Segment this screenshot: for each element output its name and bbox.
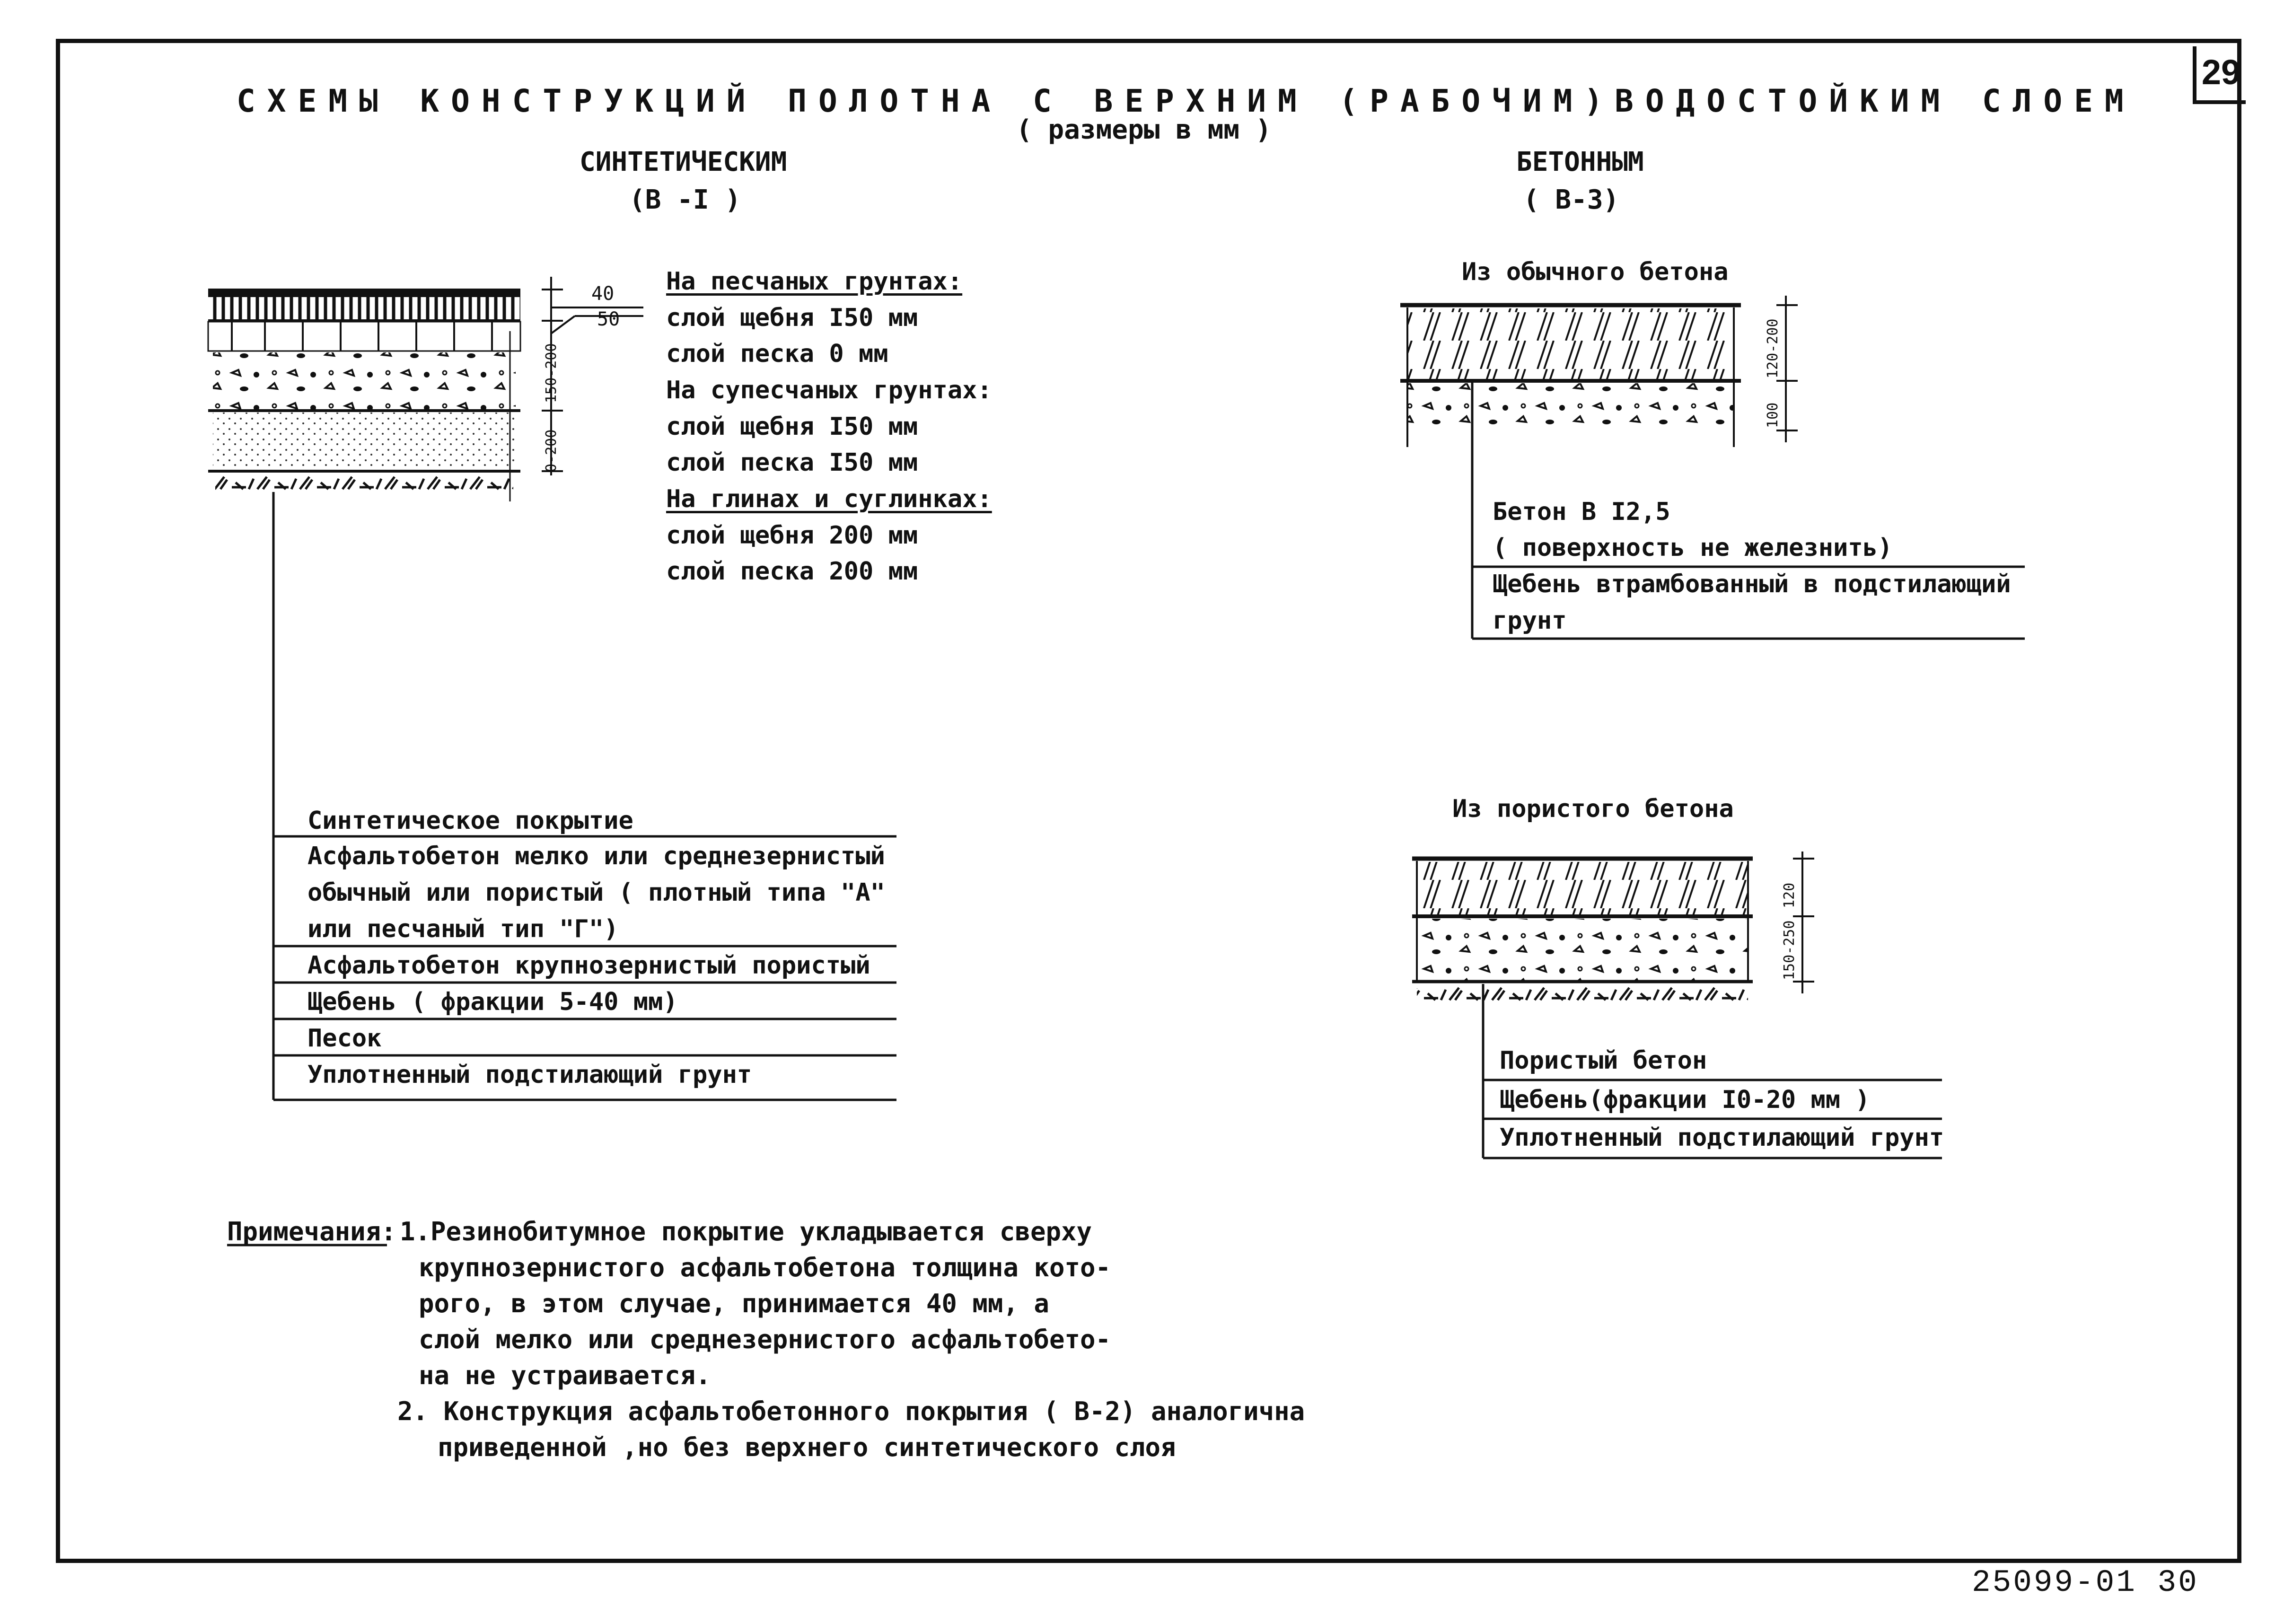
soil-note-heading: На глинах и суглинках:	[666, 485, 992, 513]
legend-item: Синтетическое покрытие	[307, 807, 633, 835]
legend-item: Щебень ( фракции 5-40 мм)	[307, 988, 678, 1016]
legend-item: Уплотненный подстилающий грунт	[307, 1061, 752, 1089]
legend-item: Песок	[307, 1024, 382, 1053]
ordinary-concrete-title: Из обычного бетона	[1462, 258, 1729, 286]
note-line: 1.Резинобитумное покрытие укладывается сверху	[400, 1217, 1092, 1247]
drawing-title: СХЕМЫ КОНСТРУКЦИЙ ПОЛОТНА С ВЕРХНИМ (РАБОЧИМ)ВОДОСТОЙКИМ СЛОЕМ	[237, 83, 2135, 119]
dim-ordinary-gravel: 100	[1765, 402, 1781, 428]
dim-gravel: 150-200	[543, 343, 560, 403]
porous-legend-item: Уплотненный подстилающий грунт	[1500, 1124, 1944, 1152]
legend-item: Асфальтобетон мелко или среднезернистый	[307, 842, 885, 870]
ordinary-legend-item: ( поверхность не железнить)	[1493, 534, 1893, 562]
dim-sand: 0-200	[543, 429, 560, 472]
note-line: рого, в этом случае, принимается 40 мм, а	[419, 1289, 1049, 1318]
document-stamp: 25099-01 30	[1972, 1565, 2199, 1600]
soil-note: слой щебня 200 мм	[666, 521, 918, 550]
note-line: крупнозернистого асфальтобетона толщина кото-	[419, 1253, 1111, 1282]
dim-40: 40	[591, 283, 615, 305]
legend-item: обычный или пористый ( плотный типа "А"	[307, 878, 885, 907]
porous-legend-item: Пористый бетон	[1500, 1046, 1707, 1075]
soil-note: слой песка 0 мм	[666, 340, 888, 368]
ordinary-legend-item: Щебень втрамбованный в подстилающий	[1493, 570, 2011, 598]
page-number: 29	[2193, 46, 2246, 104]
units-note: ( размеры в мм )	[1016, 114, 1272, 145]
soil-note: слой щебня I50 мм	[666, 304, 918, 332]
dim-porous-gravel: 150-250	[1781, 920, 1798, 980]
note-line: на не устраивается.	[419, 1361, 711, 1390]
ordinary-legend-item: грунт	[1493, 606, 1567, 635]
legend-item: или песчаный тип "Г")	[307, 915, 619, 943]
porous-legend-item: Щебень(фракции I0-20 мм )	[1500, 1086, 1870, 1114]
dim-50: 50	[597, 308, 620, 330]
porous-concrete-title: Из пористого бетона	[1452, 795, 1734, 823]
notes-label: Примечания:	[227, 1217, 396, 1247]
dim-porous-concrete: 120	[1781, 882, 1798, 908]
note-line: слой мелко или среднезернистого асфальтобето-	[419, 1325, 1111, 1354]
left-heading: СИНТЕТИЧЕСКИМ	[580, 147, 787, 177]
legend-item: Асфальтобетон крупнозернистый пористый	[307, 951, 870, 980]
soil-note: слой песка 200 мм	[666, 557, 918, 586]
dim-ordinary-concrete: 120-200	[1765, 318, 1781, 378]
ordinary-legend-item: Бетон В I2,5	[1493, 498, 1670, 526]
note-line: приведенной ,но без верхнего синтетического слоя	[438, 1432, 1176, 1462]
soil-note-heading: На песчаных грунтах:	[666, 267, 963, 296]
right-heading: БЕТОННЫМ	[1516, 147, 1644, 177]
soil-note: слой щебня I50 мм	[666, 413, 918, 441]
soil-note: слой песка I50 мм	[666, 448, 918, 477]
note-line: 2. Конструкция асфальтобетонного покрытия ( В-2) аналогична	[397, 1396, 1305, 1426]
right-code: ( В-3)	[1523, 184, 1619, 215]
soil-note: На супесчаных грунтах:	[666, 376, 992, 404]
left-code: (В -I )	[629, 184, 741, 215]
